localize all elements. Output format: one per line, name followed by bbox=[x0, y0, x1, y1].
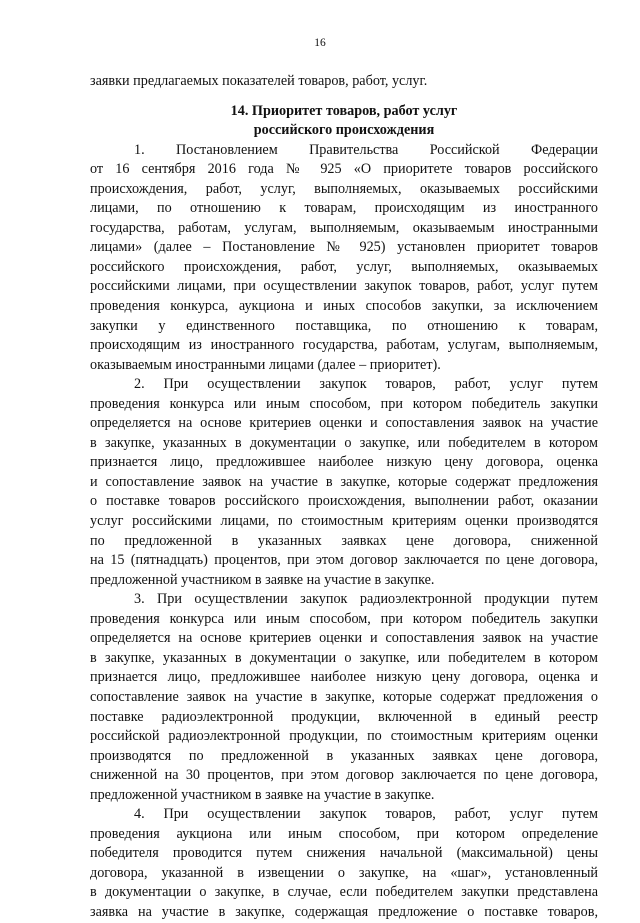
text-line: предложенной участником в заявке на участие в закупке. bbox=[90, 786, 435, 803]
text-line: лицами» (далее – Постановление № 925) установлен приоритет товаров bbox=[90, 239, 598, 256]
text-line: заявки предлагаемых показателей товаров, работ, услуг. bbox=[90, 73, 428, 89]
text-line: лицами, по отношению к товарам, происходящим из иностранного bbox=[90, 200, 598, 217]
spacer bbox=[90, 92, 598, 102]
text-line: признается лицо, предложившее наиболее низкую цену договора, оценка bbox=[90, 454, 598, 471]
document-body bbox=[90, 72, 598, 923]
text-line: определяется на основе критериев оценки и сопоставления заявок на участие bbox=[90, 415, 598, 432]
text-line: в закупке, указанных в документации о закупке, или победителем в котором bbox=[90, 434, 598, 451]
text-line: заявка на участие в закупке, содержащая предложение о поставке товаров, bbox=[90, 903, 598, 920]
text-line: предложенной участником в заявке на участие в закупке. bbox=[90, 571, 435, 588]
text-line: российской радиоэлектронной продукции, по стоимостным критериям оценки bbox=[90, 728, 598, 745]
text-line: признается лицо, предложившее наиболее низкую цену договора, оценка и bbox=[90, 669, 598, 686]
text-line: от 16 сентября 2016 года № 925 «О приоритете товаров российского bbox=[90, 161, 598, 178]
text-line: на 15 (пятнадцать) процентов, при этом договор заключается по цене договора, bbox=[90, 552, 598, 569]
text-line: по предложенной в указанных заявках цене договора, сниженной bbox=[90, 532, 598, 549]
text-line: проведения аукциона или иным способом, при котором определение bbox=[90, 825, 598, 842]
text-line: проведения конкурса или иным способом, при котором победитель закупки bbox=[90, 395, 598, 412]
text-line: закупки у единственного поставщика, по отношению к товарам, bbox=[90, 317, 598, 334]
text-line: договора, указанной в извещении о закупке, на «шаг», установленный bbox=[90, 864, 598, 881]
text-line: о поставке товаров российского происхождения, выполнении работ, оказании bbox=[90, 493, 598, 510]
text-line: происходящим из иностранного государства, работам, услугам, выполняемым, bbox=[90, 337, 598, 354]
section-heading-line: российского происхождения bbox=[253, 122, 435, 139]
text-line: государства, работам, услугам, выполняемым, оказываемым иностранными bbox=[90, 219, 598, 236]
text-line: российского происхождения, работ, услуг, выполняемых, оказываемых bbox=[90, 258, 598, 275]
text-line: услуг российскими лицами, по стоимостным критериям оценки производятся bbox=[90, 513, 598, 530]
text-line: проведения конкурса или иным способом, при котором победитель закупки bbox=[90, 610, 598, 627]
text-line: оказываемым иностранными лицами (далее – приоритет). bbox=[90, 356, 441, 373]
section-heading-line: 14. Приоритет товаров, работ услуг bbox=[230, 102, 458, 119]
text-line: в документации о закупке, в случае, если победителем закупки представлена bbox=[90, 884, 598, 901]
text-line: 4. При осуществлении закупок товаров, работ, услуг путем bbox=[134, 806, 598, 823]
text-line: сниженной на 30 процентов, при этом договор заключается по цене договора, bbox=[90, 767, 598, 784]
text-line: 3. При осуществлении закупок радиоэлектронной продукции путем bbox=[134, 591, 598, 608]
text-line: 2. При осуществлении закупок товаров, работ, услуг путем bbox=[134, 376, 598, 393]
text-line: производятся по предложенной в указанных заявках цене договора, bbox=[90, 747, 598, 764]
text-line: определяется на основе критериев оценки и сопоставления заявок на участие bbox=[90, 630, 598, 647]
text-line: в закупке, указанных в документации о закупке, или победителем в котором bbox=[90, 649, 598, 666]
text-line: сопоставление заявок на участие в закупке, которые содержат предложения о bbox=[90, 688, 598, 705]
text-line: победителя проводится путем снижения начальной (максимальной) цены bbox=[90, 845, 598, 862]
text-line: и сопоставление заявок на участие в закупке, которые содержат предложения bbox=[90, 473, 598, 490]
text-line: проведения конкурса, аукциона и иных способов закупки, за исключением bbox=[90, 298, 598, 315]
page-number: 16 bbox=[314, 37, 326, 49]
text-line: поставке радиоэлектронной продукции, включенной в единый реестр bbox=[90, 708, 598, 725]
text-line: российскими лицами, при осуществлении закупок товаров, работ, услуг путем bbox=[90, 278, 598, 295]
text-line: 1. Постановлением Правительства Российской Федерации bbox=[134, 141, 598, 158]
text-line: происхождения, работ, услуг, выполняемых, оказываемых российскими bbox=[90, 180, 598, 197]
